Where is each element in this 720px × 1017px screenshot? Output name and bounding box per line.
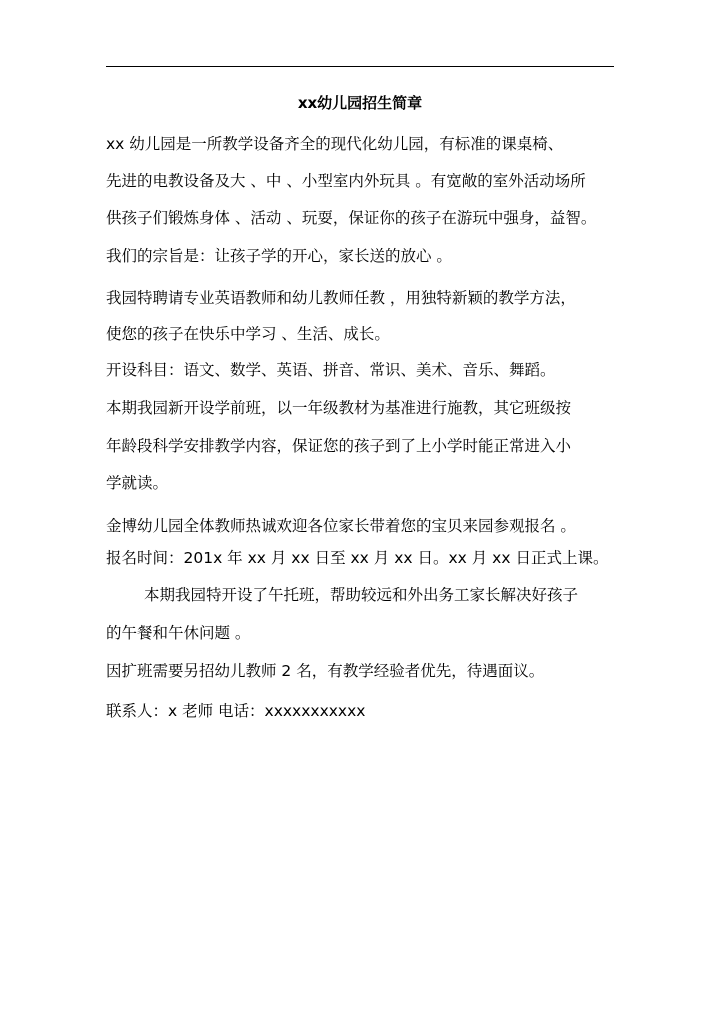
text-line: 的午餐和午休问题 。 [106, 624, 251, 642]
text-line: 因扩班需要另招幼儿教师 2 名，有教学经验者优先，待遇面议。 [106, 662, 545, 680]
text-line: 开设科目：语文、数学、英语、拼音、常识、美术、音乐、舞蹈。 [106, 361, 556, 379]
document-title: xx幼儿园招生简章 [297, 94, 423, 112]
text-line: 我们的宗旨是：让孩子学的开心，家长送的放心 。 [106, 247, 452, 265]
text-line: xx 幼儿园是一所教学设备齐全的现代化幼儿园，有标准的课桌椅、 [106, 135, 564, 153]
text-line: 使您的孩子在快乐中学习 、生活、成长。 [106, 325, 390, 343]
header-rule [106, 66, 614, 67]
text-line: 本期我园特开设了午托班，帮助较远和外出务工家长解决好孩子 [144, 586, 579, 604]
text-line: 报名时间：201x 年 xx 月 xx 日至 xx 月 xx 日。xx 月 xx 日正式上课。 [106, 549, 609, 567]
text-line: 金博幼儿园全体教师热诚欢迎各位家长带着您的宝贝来园参观报名 。 [106, 517, 576, 535]
text-line: 供孩子们锻炼身体 、活动 、玩耍，保证你的孩子在游玩中强身，益智。 [106, 209, 597, 227]
text-line: 本期我园新开设学前班，以一年级教材为基准进行施教，其它班级按 [106, 399, 572, 417]
contact-line: 联系人：x 老师 电话：xxxxxxxxxxx [106, 702, 366, 720]
text-line: 我园特聘请专业英语教师和幼儿教师任教 ，用独特新颖的教学方法， [106, 289, 576, 307]
text-line: 学就读。 [106, 474, 169, 492]
text-line: 先进的电教设备及大 、中 、小型室内外玩具 。有宽敞的室外活动场所 [106, 172, 586, 190]
text-line: 年龄段科学安排教学内容，保证您的孩子到了上小学时能正常进入小 [106, 437, 572, 455]
